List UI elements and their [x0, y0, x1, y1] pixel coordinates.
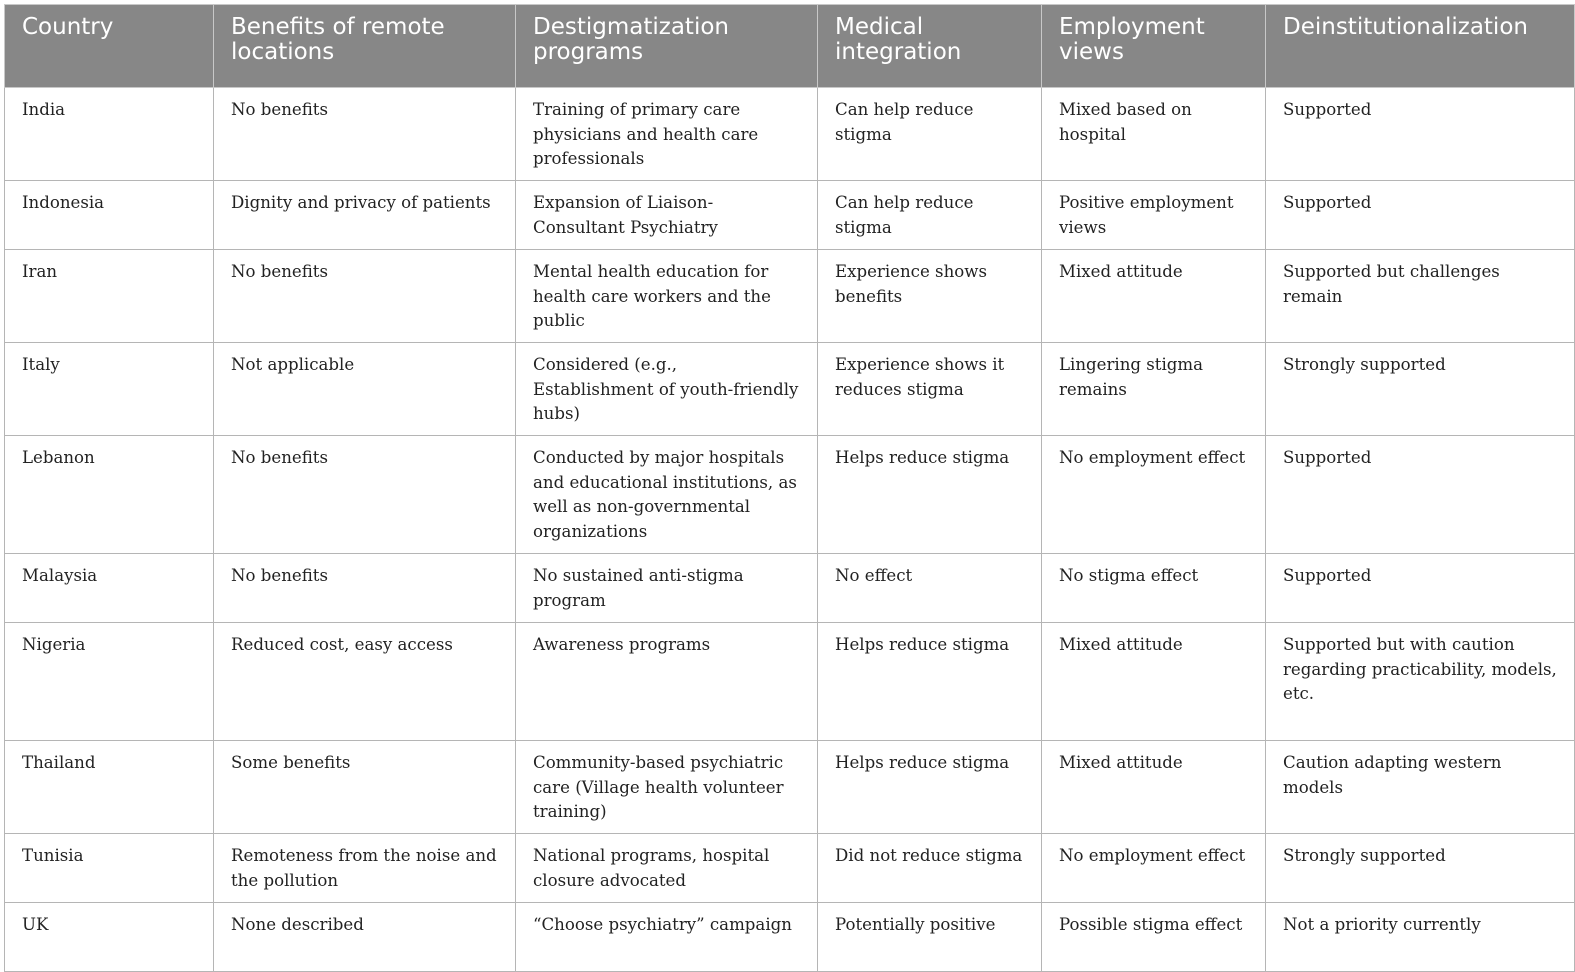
cell-employment-views: Possible stigma effect — [1042, 903, 1266, 972]
cell-employment-views: No employment effect — [1042, 834, 1266, 903]
cell-medical-integration: Experience shows it reduces stigma — [818, 343, 1042, 436]
table-row — [5, 554, 1575, 623]
cell-employment-views: No employment effect — [1042, 436, 1266, 554]
table-row — [5, 250, 1575, 343]
cell-destigmatization: “Choose psychiatry” campaign — [516, 903, 818, 972]
table-row — [5, 181, 1575, 250]
cell-employment-views: No stigma effect — [1042, 554, 1266, 623]
cell-destigmatization: No sustained anti-stigma program — [516, 554, 818, 623]
cell-benefits-remote: No benefits — [214, 554, 516, 623]
cell-deinstitutionalization: Strongly supported — [1266, 343, 1575, 436]
table-row — [5, 436, 1575, 554]
cell-country: Malaysia — [5, 554, 214, 623]
cell-deinstitutionalization: Supported — [1266, 88, 1575, 181]
cell-benefits-remote: No benefits — [214, 436, 516, 554]
cell-benefits-remote: Not applicable — [214, 343, 516, 436]
cell-medical-integration: Can help reduce stigma — [818, 88, 1042, 181]
cell-destigmatization: Awareness programs — [516, 623, 818, 741]
cell-employment-views: Mixed attitude — [1042, 623, 1266, 741]
header-employment-views: Employment views — [1042, 5, 1266, 88]
cell-benefits-remote: Some benefits — [214, 741, 516, 834]
cell-destigmatization: Community-based psychiatric care (Village health volunteer training) — [516, 741, 818, 834]
table-row — [5, 88, 1575, 181]
cell-country: Tunisia — [5, 834, 214, 903]
cell-country: Nigeria — [5, 623, 214, 741]
cell-benefits-remote: No benefits — [214, 88, 516, 181]
cell-country: UK — [5, 903, 214, 972]
header-deinstitutionalization: Deinstitutionalization — [1266, 5, 1575, 88]
cell-employment-views: Positive employment views — [1042, 181, 1266, 250]
table-container — [4, 4, 1557, 972]
cell-destigmatization: Expansion of Liaison-Consultant Psychiatry — [516, 181, 818, 250]
cell-deinstitutionalization: Supported but challenges remain — [1266, 250, 1575, 343]
cell-deinstitutionalization: Not a priority currently — [1266, 903, 1575, 972]
cell-employment-views: Mixed based on hospital — [1042, 88, 1266, 181]
cell-medical-integration: Helps reduce stigma — [818, 623, 1042, 741]
cell-benefits-remote: Reduced cost, easy access — [214, 623, 516, 741]
cell-country: India — [5, 88, 214, 181]
table-row — [5, 741, 1575, 834]
table-body — [5, 88, 1575, 972]
cell-destigmatization: Conducted by major hospitals and educational institutions, as well as non-governmental organizations — [516, 436, 818, 554]
cell-country: Indonesia — [5, 181, 214, 250]
cell-medical-integration: Can help reduce stigma — [818, 181, 1042, 250]
cell-medical-integration: Experience shows benefits — [818, 250, 1042, 343]
cell-deinstitutionalization: Strongly supported — [1266, 834, 1575, 903]
cell-destigmatization: Training of primary care physicians and health care professionals — [516, 88, 818, 181]
table-header — [5, 5, 1575, 88]
header-benefits-remote: Benefits of remote locations — [214, 5, 516, 88]
cell-benefits-remote: None described — [214, 903, 516, 972]
table-row — [5, 903, 1575, 972]
cell-country: Thailand — [5, 741, 214, 834]
header-destigmatization: Destigmatization programs — [516, 5, 818, 88]
cell-deinstitutionalization: Caution adapting western models — [1266, 741, 1575, 834]
cell-employment-views: Mixed attitude — [1042, 741, 1266, 834]
table-row — [5, 834, 1575, 903]
cell-deinstitutionalization: Supported — [1266, 436, 1575, 554]
cell-destigmatization: National programs, hospital closure advocated — [516, 834, 818, 903]
cell-benefits-remote: No benefits — [214, 250, 516, 343]
cell-medical-integration: Potentially positive — [818, 903, 1042, 972]
comparison-table — [4, 4, 1575, 972]
cell-country: Iran — [5, 250, 214, 343]
cell-country: Lebanon — [5, 436, 214, 554]
cell-destigmatization: Considered (e.g., Establishment of youth-friendly hubs) — [516, 343, 818, 436]
cell-deinstitutionalization: Supported — [1266, 181, 1575, 250]
cell-deinstitutionalization: Supported — [1266, 554, 1575, 623]
cell-destigmatization: Mental health education for health care workers and the public — [516, 250, 818, 343]
table-row — [5, 623, 1575, 741]
cell-employment-views: Mixed attitude — [1042, 250, 1266, 343]
table-row — [5, 343, 1575, 436]
cell-medical-integration: No effect — [818, 554, 1042, 623]
cell-employment-views: Lingering stigma remains — [1042, 343, 1266, 436]
cell-medical-integration: Helps reduce stigma — [818, 436, 1042, 554]
cell-deinstitutionalization: Supported but with caution regarding practicability, models, etc. — [1266, 623, 1575, 741]
cell-medical-integration: Did not reduce stigma — [818, 834, 1042, 903]
header-country: Country — [5, 5, 214, 88]
cell-country: Italy — [5, 343, 214, 436]
cell-medical-integration: Helps reduce stigma — [818, 741, 1042, 834]
cell-benefits-remote: Dignity and privacy of patients — [214, 181, 516, 250]
cell-benefits-remote: Remoteness from the noise and the pollution — [214, 834, 516, 903]
header-row — [5, 5, 1575, 88]
header-medical-integration: Medical integration — [818, 5, 1042, 88]
